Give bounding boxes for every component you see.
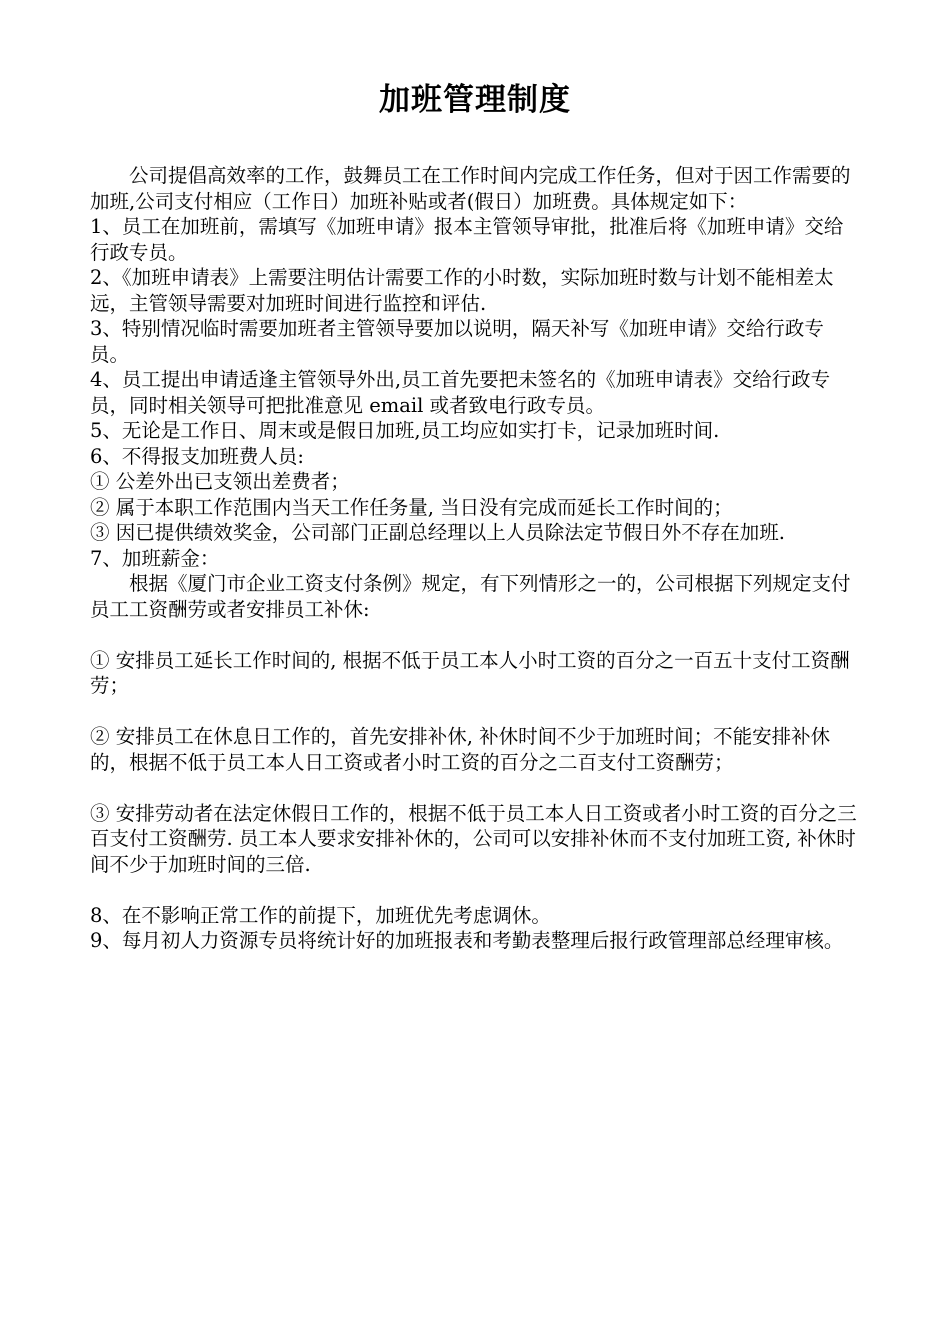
rule-7-intro: 根据《厦门市企业工资支付条例》规定，有下列情形之一的，公司根据下列规定支付员工工资酬劳或者安排员工补休: [90,572,851,621]
rule-6: 6、不得报支加班费人员: [90,444,304,468]
rule-4: 4、员工提出申请适逢主管领导外出,员工首先要把未签名的《加班申请表》交给行政专员，同时相关领导可把批准意见 email 或者致电行政专员。 [90,368,831,417]
spacer [90,775,862,801]
rule-7: 7、加班薪金： [90,546,220,570]
rule-2: 2、《加班申请表》上需要注明估计需要工作的小时数，实际加班时数与计划不能相差太远，主管领导需要对加班时间进行监控和评估. [90,266,834,315]
spacer [90,699,862,725]
document-body [90,163,862,954]
rule-9: 9、每月初人力资源专员将统计好的加班报表和考勤表整理后报行政管理部总经理审核。 [90,929,844,952]
rule-7-item-2: ② 安排员工在休息日工作的，首先安排补休, 补休时间不少于加班时间；不能安排补休的，根据不低于员工本人日工资或者小时工资的百分之二百支付工资酬劳； [90,725,831,774]
document-title: 加班管理制度 [379,82,571,118]
rule-1: 1、员工在加班前，需填写《加班申请》报本主管领导审批，批准后将《加班申请》交给行政专员。 [90,215,844,264]
intro-paragraph: 公司提倡高效率的工作，鼓舞员工在工作时间内完成工作任务，但对于因工作需要的加班,公司支付相应（工作日）加班补贴或者(假日）加班费。具体规定如下： [90,164,851,213]
rule-7-item-1: ① 安排员工延长工作时间的, 根据不低于员工本人小时工资的百分之一百五十支付工资酬劳； [90,648,850,697]
rule-5: 5、无论是工作日、周末或是假日加班,员工均应如实打卡，记录加班时间. [90,419,720,442]
spacer [90,877,862,903]
rule-6-item-3: ③ 因已提供绩效奖金，公司部门正副总经理以上人员除法定节假日外不存在加班. [90,521,785,544]
rule-3: 3、特别情况临时需要加班者主管领导要加以说明，隔天补写《加班申请》交给行政专员。 [90,317,824,366]
rule-6-item-2: ② 属于本职工作范围内当天工作任务量, 当日没有完成而延长工作时间的； [90,495,733,519]
rule-8: 8、在不影响正常工作的前提下，加班优先考虑调休。 [90,903,551,927]
spacer [90,622,862,648]
rule-6-item-1: ① 公差外出已支领出差费者； [90,470,350,493]
rule-7-item-3: ③ 安排劳动者在法定休假日工作的，根据不低于员工本人日工资或者小时工资的百分之三百支付工资酬劳. 员工本人要求安排补休的，公司可以安排补休而不支付加班工资, 补休时间不少于加班时间的三倍. [90,801,857,876]
